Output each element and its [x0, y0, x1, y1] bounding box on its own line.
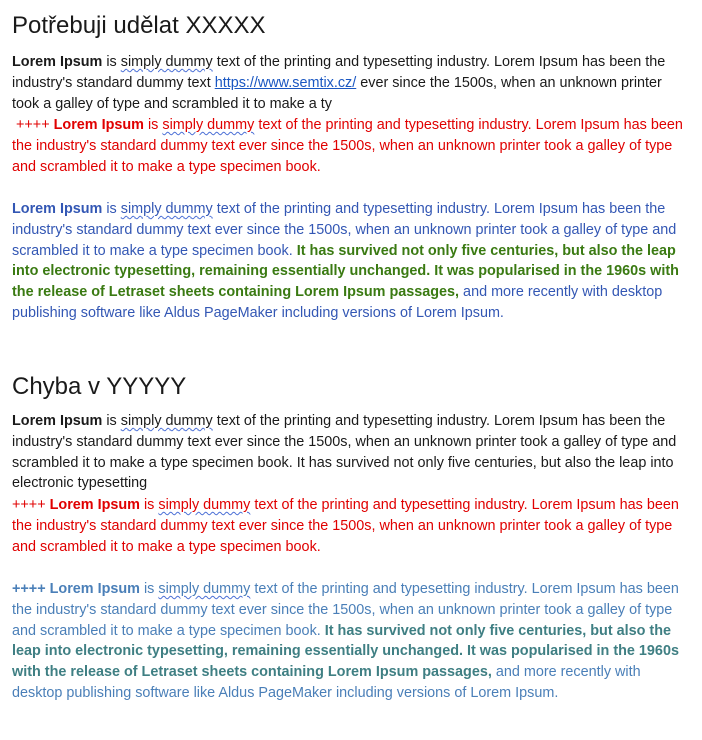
- bold-term: Lorem Ipsum: [12, 201, 103, 217]
- spellcheck-flagged-text[interactable]: simply dummy: [120, 54, 213, 70]
- paragraph-text: is: [139, 497, 159, 513]
- paragraph-text: is: [143, 117, 163, 133]
- paragraph-text: text of the printing and typesetting industry. Lorem Ipsum has been the industry's standard dummy text ever since the 1500s, when an unknown printer took a galley of type and scrambled it to make a type specimen book.: [12, 117, 683, 175]
- paragraph-text: is: [102, 201, 121, 217]
- paragraph-3-blue: [12, 199, 692, 324]
- paragraph-6-light-blue: [12, 579, 692, 704]
- paragraph-text: and more recently with desktop publishing software like Aldus PageMaker including versions of Lorem Ipsum.: [12, 664, 641, 701]
- highlighted-text: It has survived not only five centuries, but also the leap into electronic typesetting, remaining essentially unchanged. It was popularised in the 1960s with the release of Letraset sheets containing Lorem Ipsum passages,: [12, 242, 679, 301]
- plus-prefix: ++++: [12, 581, 50, 597]
- paragraph-text: text of the printing and typesetting industry. Lorem Ipsum has been the industry's standard dummy text ever since the 1500s, when an unknown printer took a galley of type and scrambled it to make a type specimen book.: [12, 201, 677, 259]
- spellcheck-flagged-text[interactable]: simply dummy: [162, 117, 255, 133]
- highlighted-text: It has survived not only five centuries, but also the leap into electronic typesetting, remaining essentially unchanged. It was popularised in the 1960s with the release of Letraset sheets containing Lorem Ipsum passages,: [12, 622, 679, 681]
- paragraph-2-red: [12, 115, 692, 177]
- paragraph-text: text of the printing and typesetting industry. Lorem Ipsum has been the industry's standard dummy text ever since the 1500s, when an unknown printer took a galley of type and scrambled it to make a type specimen book. It has survived not only five centuries, but also the leap into electronic typesetting: [12, 413, 677, 492]
- plus-prefix: ++++: [12, 497, 50, 513]
- semtix-link[interactable]: https://www.semtix.cz/: [214, 74, 357, 91]
- spellcheck-flagged-text[interactable]: simply dummy: [120, 413, 213, 429]
- paragraph-text: text of the printing and typesetting industry. Lorem Ipsum has been the industry's standard dummy text ever since the 1500s, when an unknown printer took a galley of type and scrambled it to make a type specimen book.: [12, 497, 679, 555]
- spellcheck-flagged-text[interactable]: simply dummy: [120, 201, 213, 217]
- bold-term: Lorem Ipsum: [12, 413, 103, 429]
- bold-term: Lorem Ipsum: [49, 581, 140, 597]
- bold-term: Lorem Ipsum: [49, 497, 140, 513]
- plus-prefix: ++++: [12, 117, 54, 133]
- spellcheck-flagged-text[interactable]: simply dummy: [158, 581, 251, 597]
- paragraph-4: [12, 411, 692, 494]
- section-heading-1: Potřebuji udělat XXXXX: [12, 12, 266, 39]
- paragraph-text: is: [102, 413, 121, 429]
- paragraph-text: is: [102, 54, 121, 70]
- paragraph-1: [12, 52, 692, 114]
- paragraph-text: text of the printing and typesetting industry. Lorem Ipsum has been the industry's standard dummy text: [12, 54, 666, 91]
- spellcheck-flagged-text[interactable]: simply dummy: [158, 497, 251, 513]
- paragraph-text: ever since the 1500s, when an unknown printer took a galley of type and scrambled it to make a ty: [12, 74, 662, 112]
- section-heading-2: Chyba v YYYYY: [12, 373, 187, 400]
- paragraph-text: and more recently with desktop publishing software like Aldus PageMaker including versions of Lorem Ipsum.: [12, 284, 663, 321]
- paragraph-5-red: [12, 495, 692, 557]
- bold-term: Lorem Ipsum: [12, 54, 103, 70]
- paragraph-text: text of the printing and typesetting industry. Lorem Ipsum has been the industry's standard dummy text ever since the 1500s, when an unknown printer took a galley of type and scrambled it to make a type specimen book.: [12, 581, 679, 639]
- bold-term: Lorem Ipsum: [53, 117, 144, 133]
- paragraph-text: is: [139, 581, 159, 597]
